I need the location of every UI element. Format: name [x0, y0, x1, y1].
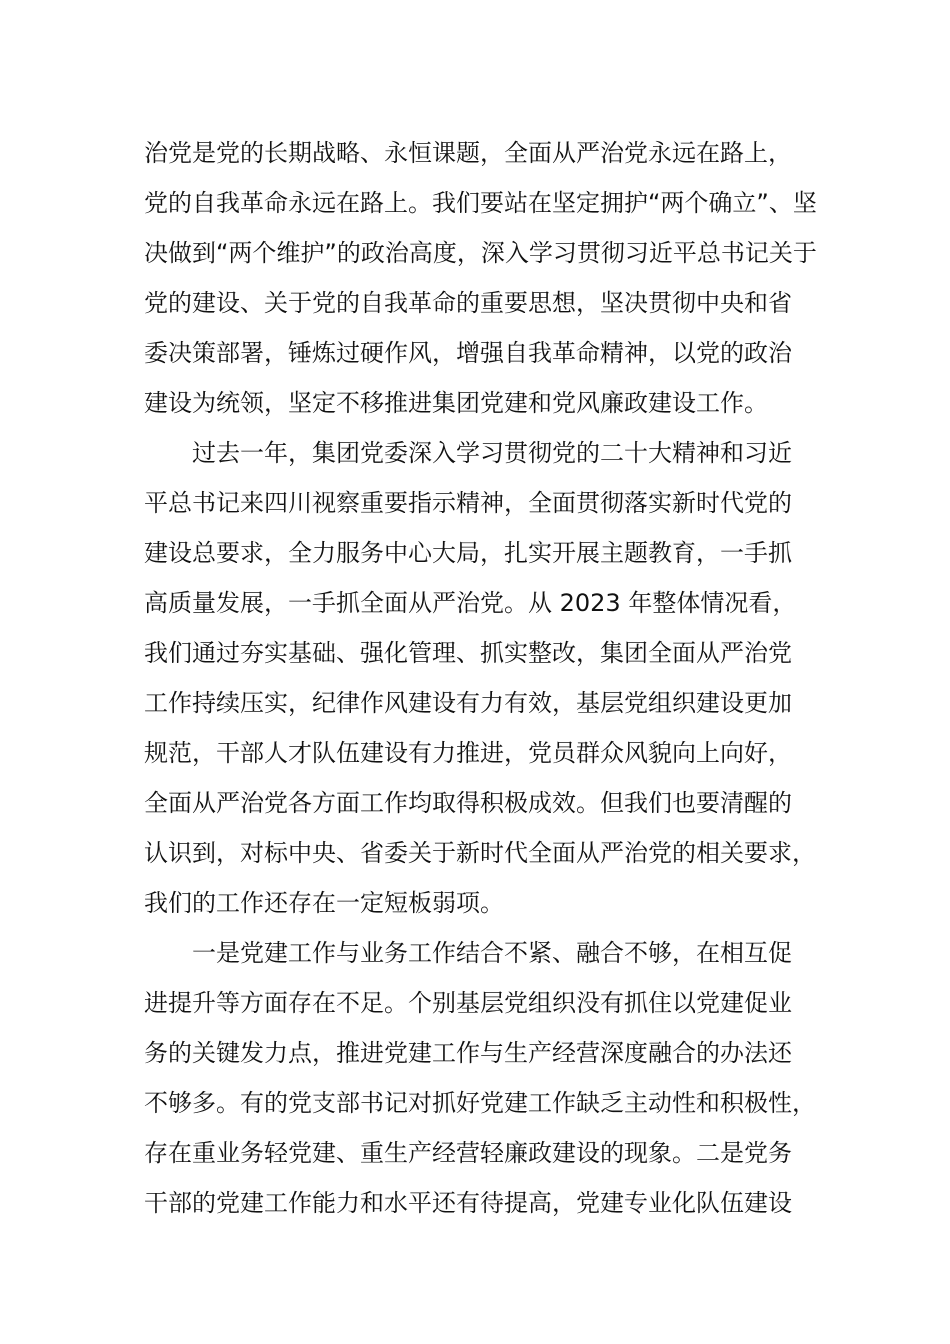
paragraph-2-line-2: 平总书记来四川视察重要指示精神，全面贯彻落实新时代党的	[144, 489, 792, 517]
paragraph-1-line-3: 决做到“两个维护”的政治高度，深入学习贯彻习近平总书记关于	[144, 239, 817, 267]
paragraph-2-line-3: 建设总要求，全力服务中心大局，扎实开展主题教育，一手抓	[144, 539, 792, 567]
paragraph-3-line-3: 务的关键发力点，推进党建工作与生产经营深度融合的办法还	[144, 1039, 792, 1067]
paragraph-1-line-2: 党的自我革命永远在路上。我们要站在坚定拥护“两个确立”、坚	[144, 189, 817, 217]
paragraph-3-line-4: 不够多。有的党支部书记对抓好党建工作缺乏主动性和积极性，	[144, 1089, 816, 1117]
paragraph-2-line-10: 我们的工作还存在一定短板弱项。	[144, 889, 504, 917]
paragraph-2-line-9: 认识到，对标中央、省委关于新时代全面从严治党的相关要求，	[144, 839, 816, 867]
paragraph-1-line-6: 建设为统领，坚定不移推进集团党建和党风廉政建设工作。	[144, 389, 768, 417]
paragraph-3-line-2: 进提升等方面存在不足。个别基层党组织没有抓住以党建促业	[144, 989, 792, 1017]
paragraph-1-line-4: 党的建设、关于党的自我革命的重要思想，坚决贯彻中央和省	[144, 289, 792, 317]
paragraph-2-line-4: 高质量发展，一手抓全面从严治党。从 2023 年整体情况看，	[144, 589, 797, 617]
paragraph-3-line-5: 存在重业务轻党建、重生产经营轻廉政建设的现象。二是党务	[144, 1139, 792, 1167]
paragraph-2-line-5: 我们通过夯实基础、强化管理、抓实整改，集团全面从严治党	[144, 639, 792, 667]
paragraph-3-line-6: 干部的党建工作能力和水平还有待提高，党建专业化队伍建设	[144, 1189, 792, 1217]
paragraph-3-line-1: 一是党建工作与业务工作结合不紧、融合不够，在相互促	[192, 939, 792, 967]
paragraph-2-line-8: 全面从严治党各方面工作均取得积极成效。但我们也要清醒的	[144, 789, 792, 817]
paragraph-2-line-1: 过去一年，集团党委深入学习贯彻党的二十大精神和习近	[192, 439, 792, 467]
paragraph-1-line-1: 治党是党的长期战略、永恒课题，全面从严治党永远在路上，	[144, 139, 792, 167]
paragraph-1-line-5: 委决策部署，锤炼过硬作风，增强自我革命精神，以党的政治	[144, 339, 792, 367]
paragraph-2-line-7: 规范，干部人才队伍建设有力推进，党员群众风貌向上向好，	[144, 739, 792, 767]
paragraph-2-line-6: 工作持续压实，纪律作风建设有力有效，基层党组织建设更加	[144, 689, 792, 717]
